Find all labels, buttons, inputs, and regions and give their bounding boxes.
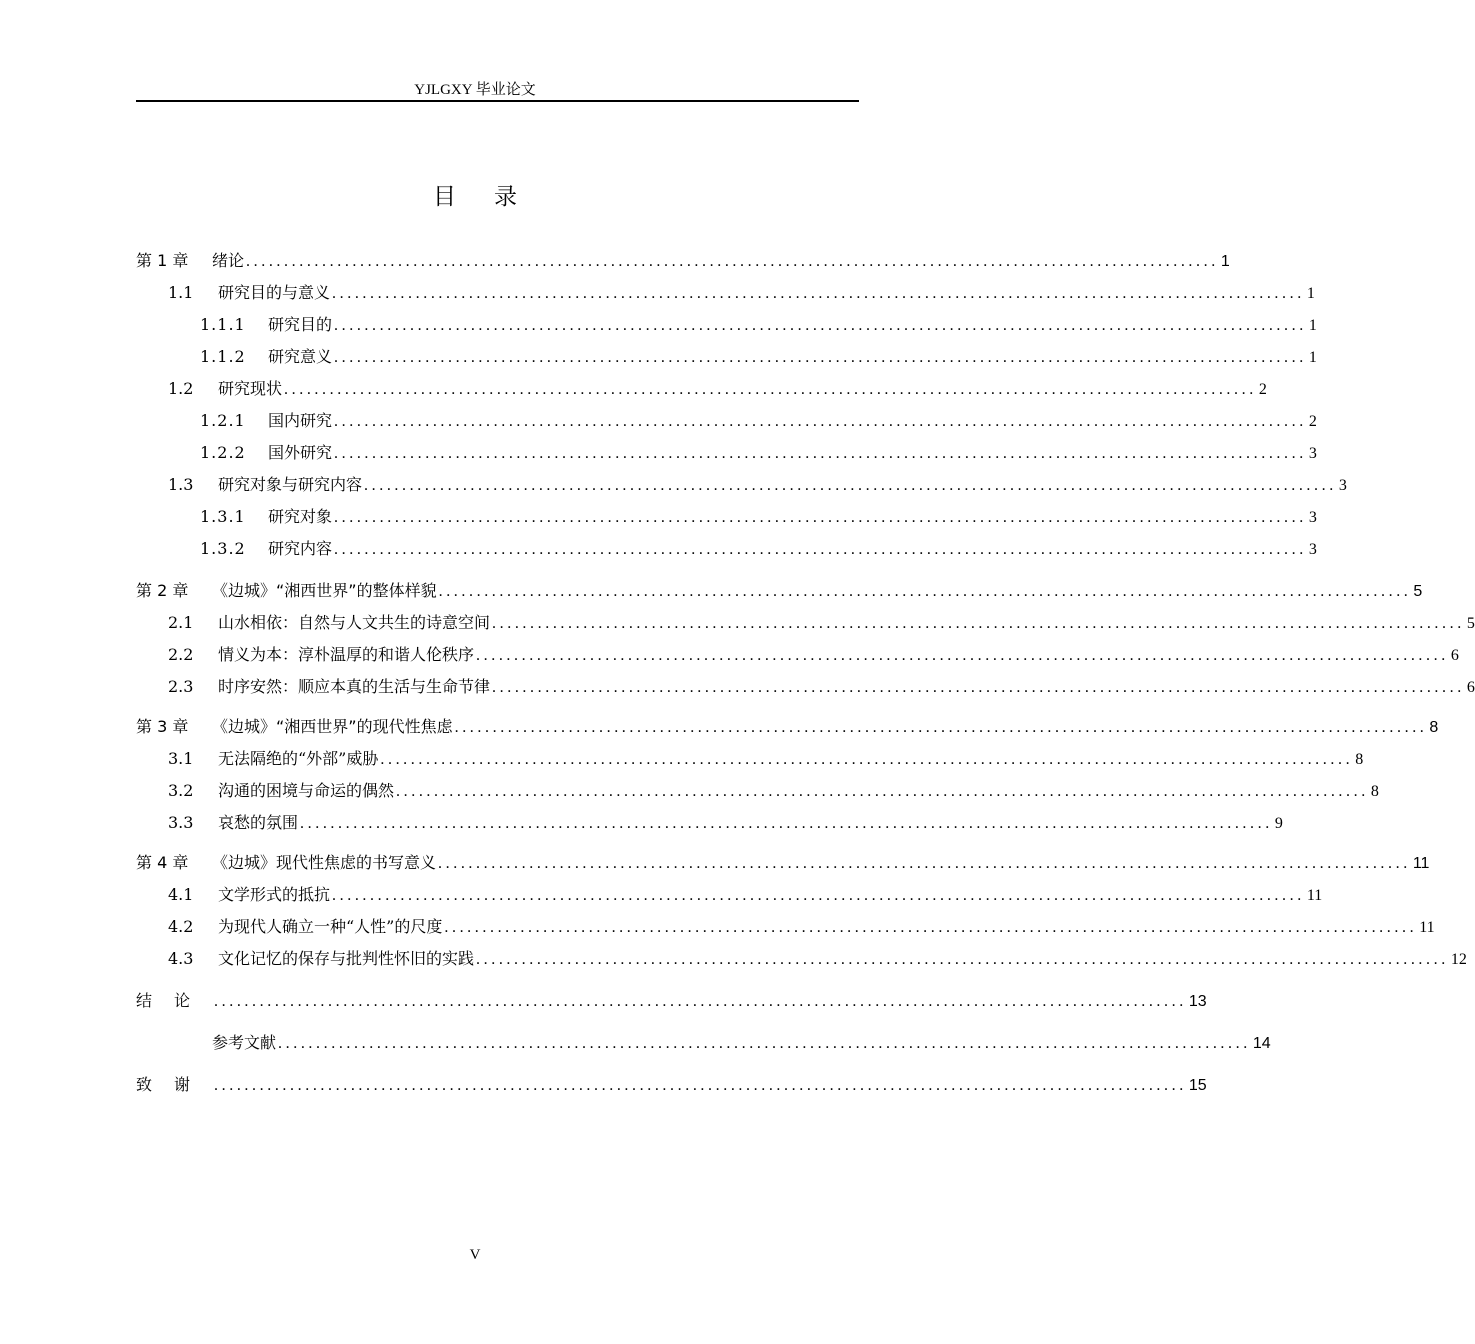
toc-entry-title: 时序安然：顺应本真的生活与生命节律	[218, 677, 491, 696]
toc-entry-page: 12	[1450, 951, 1467, 968]
toc-entry-number: 1.3.2	[200, 539, 246, 558]
toc-subsection-entry[interactable]	[200, 346, 1317, 369]
toc-entry-title: 无法隔绝的“外部”威胁	[218, 749, 379, 768]
toc-section-entry[interactable]	[168, 676, 1475, 699]
toc-entry-page: 8	[1429, 719, 1439, 736]
toc-leader-dots: ................................................................................................................................	[332, 887, 1305, 904]
toc-entry-number: 1.1.2	[200, 347, 246, 366]
toc-entry-title: 《边城》“湘西世界”的整体样貌	[212, 581, 437, 600]
toc-leader-dots: ................................................................................................................................	[364, 477, 1337, 494]
toc-subsection-entry[interactable]	[200, 538, 1317, 561]
toc-entry-title: 文化记忆的保存与批判性怀旧的实践	[218, 949, 475, 968]
toc-entry-title: 研究对象	[268, 507, 333, 526]
running-header: YJLGXY 毕业论文	[414, 82, 536, 98]
toc-entry-page: 2	[1308, 413, 1317, 430]
toc-entry-page: 6	[1450, 647, 1459, 664]
toc-entry-title: 研究目的与意义	[218, 283, 331, 302]
toc-entry-page: 8	[1370, 783, 1379, 800]
toc-leader-dots: ................................................................................................................................	[300, 815, 1273, 832]
toc-leader-dots: ................................................................................................................................	[284, 381, 1257, 398]
toc-entry-number: 1.1.1	[200, 315, 246, 334]
toc-entry-page: 3	[1308, 541, 1317, 558]
toc-entry-title: 绪论	[212, 251, 245, 270]
toc-section-entry[interactable]	[168, 282, 1315, 305]
toc-subsection-entry[interactable]	[200, 506, 1317, 529]
toc-entry-page: 3	[1308, 445, 1317, 462]
toc-chapter-entry[interactable]	[136, 852, 1430, 875]
toc-leader-dots: ................................................................................................................................	[444, 919, 1418, 936]
toc-entry-page: 15	[1188, 1077, 1207, 1094]
toc-section-entry[interactable]	[168, 748, 1364, 771]
toc-entry-number: 1.3	[168, 475, 194, 494]
toc-entry-number: 4.2	[168, 917, 194, 936]
toc-leader-dots: ................................................................................................................................	[278, 1035, 1251, 1052]
toc-chapter-entry[interactable]	[136, 1032, 1271, 1055]
toc-entry-number: 1.3.1	[200, 507, 246, 526]
toc-chapter-entry[interactable]	[136, 716, 1439, 739]
toc-entry-number: 1.2.2	[200, 443, 246, 462]
toc-subsection-entry[interactable]	[200, 410, 1317, 433]
toc-leader-dots: ................................................................................................................................	[438, 583, 1412, 600]
toc-entry-title: 研究现状	[218, 379, 283, 398]
toc-leader-dots: ................................................................................................................................	[396, 783, 1369, 800]
toc-leader-dots: ................................................................................................................................	[214, 1077, 1187, 1094]
toc-leader-dots: ................................................................................................................................	[214, 993, 1187, 1010]
toc-entry-number: 第 3 章	[136, 717, 189, 736]
toc-entry-page: 2	[1258, 381, 1267, 398]
toc-section-entry[interactable]	[168, 948, 1467, 971]
toc-entry-title: 致谢	[136, 1075, 213, 1094]
toc-leader-dots: ................................................................................................................................	[334, 349, 1307, 366]
toc-subsection-entry[interactable]	[200, 314, 1317, 337]
toc-leader-dots: ................................................................................................................................	[438, 855, 1411, 872]
toc-leader-dots: ................................................................................................................................	[334, 509, 1307, 526]
toc-entry-title: 研究对象与研究内容	[218, 475, 363, 494]
toc-entry-title: 结论	[136, 991, 213, 1010]
toc-chapter-entry[interactable]	[136, 990, 1207, 1013]
toc-entry-page: 1	[1306, 285, 1315, 302]
toc-entry-title: 哀愁的氛围	[218, 813, 299, 832]
toc-leader-dots: ................................................................................................................................	[334, 445, 1307, 462]
toc-entry-page: 11	[1306, 887, 1323, 904]
toc-entry-number: 3.3	[168, 813, 194, 832]
header-rule	[136, 100, 859, 102]
toc-entry-number: 1.2	[168, 379, 194, 398]
toc-entry-number: 4.1	[168, 885, 194, 904]
toc-section-entry[interactable]	[168, 916, 1435, 939]
toc-leader-dots: ................................................................................................................................	[476, 951, 1449, 968]
toc-leader-dots: ................................................................................................................................	[334, 541, 1307, 558]
toc-entry-title: 研究意义	[268, 347, 333, 366]
toc-entry-title: 研究目的	[268, 315, 333, 334]
toc-entry-title: 国外研究	[268, 443, 333, 462]
toc-entry-title: 山水相依：自然与人文共生的诗意空间	[218, 613, 491, 632]
toc-entry-page: 13	[1188, 993, 1207, 1010]
toc-leader-dots: ................................................................................................................................	[334, 413, 1307, 430]
toc-leader-dots: ................................................................................................................................	[334, 317, 1307, 334]
toc-entry-page: 1	[1308, 317, 1317, 334]
toc-entry-title: 沟通的困境与命运的偶然	[218, 781, 395, 800]
toc-entry-number: 1.1	[168, 283, 194, 302]
toc-entry-title: 情义为本：淳朴温厚的和谐人伦秩序	[218, 645, 475, 664]
toc-chapter-entry[interactable]	[136, 250, 1230, 273]
toc-entry-page: 8	[1355, 751, 1364, 768]
toc-entry-page: 11	[1419, 919, 1435, 936]
toc-entry-page: 6	[1466, 679, 1475, 696]
toc-section-entry[interactable]	[168, 812, 1283, 835]
toc-entry-number: 第 4 章	[136, 853, 189, 872]
toc-entry-title: 《边城》现代性焦虑的书写意义	[212, 853, 437, 872]
toc-section-entry[interactable]	[168, 474, 1347, 497]
toc-leader-dots: ................................................................................................................................	[492, 679, 1465, 696]
toc-section-entry[interactable]	[168, 378, 1267, 401]
toc-entry-page: 5	[1413, 583, 1423, 600]
toc-entry-number: 第 2 章	[136, 581, 189, 600]
toc-section-entry[interactable]	[168, 644, 1459, 667]
toc-leader-dots: ................................................................................................................................	[332, 285, 1305, 302]
toc-section-entry[interactable]	[168, 780, 1379, 803]
toc-entry-page: 3	[1338, 477, 1347, 494]
toc-section-entry[interactable]	[168, 884, 1323, 907]
toc-entry-title: 文学形式的抵抗	[218, 885, 331, 904]
toc-entry-page: 1	[1220, 253, 1230, 270]
toc-leader-dots: ................................................................................................................................	[454, 719, 1428, 736]
toc-entry-number: 2.1	[168, 613, 194, 632]
toc-leader-dots: ................................................................................................................................	[380, 751, 1354, 768]
toc-entry-page: 9	[1274, 815, 1283, 832]
toc-subsection-entry[interactable]	[200, 442, 1317, 465]
toc-entry-number: 1.2.1	[200, 411, 246, 430]
toc-entry-title: 参考文献	[212, 1033, 277, 1052]
toc-entry-number: 3.2	[168, 781, 194, 800]
toc-entry-page: 5	[1466, 615, 1475, 632]
toc-entry-title: 为现代人确立一种“人性”的尺度	[218, 917, 443, 936]
toc-entry-page: 11	[1412, 855, 1430, 872]
toc-title: 目录	[433, 184, 555, 210]
page-number: V	[469, 1247, 481, 1263]
toc-entry-title: 《边城》“湘西世界”的现代性焦虑	[212, 717, 453, 736]
toc-leader-dots: ................................................................................................................................	[492, 615, 1465, 632]
toc-chapter-entry[interactable]	[136, 1074, 1207, 1097]
toc-section-entry[interactable]	[168, 612, 1475, 635]
toc-entry-number: 第 1 章	[136, 251, 189, 270]
toc-entry-title: 国内研究	[268, 411, 333, 430]
toc-entry-number: 2.3	[168, 677, 194, 696]
toc-entry-page: 1	[1308, 349, 1317, 366]
toc-leader-dots: ................................................................................................................................	[476, 647, 1449, 664]
toc-entry-title: 研究内容	[268, 539, 333, 558]
toc-leader-dots: ................................................................................................................................	[246, 253, 1219, 270]
toc-entry-number: 2.2	[168, 645, 194, 664]
toc-chapter-entry[interactable]	[136, 580, 1423, 603]
toc-entry-page: 3	[1308, 509, 1317, 526]
toc-entry-page: 14	[1252, 1035, 1271, 1052]
toc-entry-number: 3.1	[168, 749, 194, 768]
toc-entry-number: 4.3	[168, 949, 194, 968]
